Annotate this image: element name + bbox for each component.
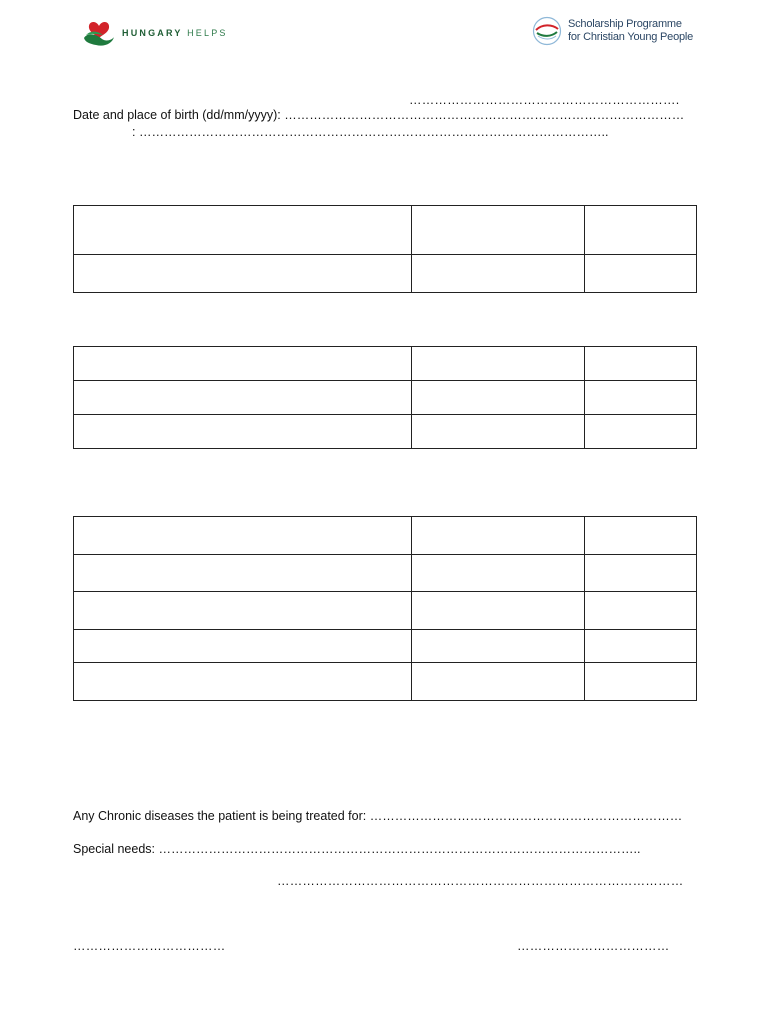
hungary-helps-logo bbox=[82, 18, 228, 48]
chronic-label: Any Chronic diseases the patient is being treated for: bbox=[73, 809, 367, 823]
chronic-field-row bbox=[73, 809, 696, 824]
table-cell[interactable] bbox=[585, 555, 697, 592]
heart-hands-icon bbox=[82, 18, 116, 48]
third-label: : bbox=[132, 125, 136, 139]
table-2 bbox=[73, 346, 697, 449]
table-cell[interactable] bbox=[412, 663, 585, 701]
table-cell[interactable] bbox=[74, 415, 412, 449]
chronic-fill-line[interactable]: ………………………………………………………………… bbox=[369, 809, 683, 823]
table-cell[interactable] bbox=[412, 415, 585, 449]
table-1 bbox=[73, 205, 697, 293]
table-cell[interactable] bbox=[74, 381, 412, 415]
birth-field-row bbox=[73, 108, 696, 123]
table-cell[interactable] bbox=[74, 630, 412, 663]
third-field-row bbox=[132, 125, 696, 140]
top-fill-line[interactable]: ………………………………………………………. bbox=[409, 93, 680, 107]
birth-fill-line[interactable]: …………………………………………………………………………………… bbox=[284, 108, 685, 122]
table-cell[interactable] bbox=[74, 663, 412, 701]
table-cell[interactable] bbox=[412, 206, 585, 255]
table-row bbox=[74, 347, 697, 381]
middle-fill-line[interactable]: …………………………………………………………………………………… bbox=[277, 874, 684, 888]
table-cell[interactable] bbox=[585, 347, 697, 381]
scholarship-globe-icon bbox=[532, 16, 562, 46]
table-row bbox=[74, 415, 697, 449]
birth-label: Date and place of birth (dd/mm/yyyy): bbox=[73, 108, 281, 122]
table-row bbox=[74, 592, 697, 630]
scholarship-programme-logo bbox=[532, 16, 693, 46]
special-needs-row bbox=[73, 842, 696, 857]
table-row bbox=[74, 555, 697, 592]
table-cell[interactable] bbox=[412, 555, 585, 592]
table-row bbox=[74, 517, 697, 555]
table-cell[interactable] bbox=[74, 347, 412, 381]
table-cell[interactable] bbox=[585, 415, 697, 449]
special-needs-fill-line[interactable]: …………………………………………………………………………………………………….. bbox=[158, 842, 641, 856]
brand-text: HUNGARY HELPS bbox=[122, 28, 228, 38]
table-cell[interactable] bbox=[412, 517, 585, 555]
table-row bbox=[74, 255, 697, 293]
table-cell[interactable] bbox=[585, 206, 697, 255]
table-cell[interactable] bbox=[585, 592, 697, 630]
table-row bbox=[74, 630, 697, 663]
table-cell[interactable] bbox=[412, 630, 585, 663]
table-cell[interactable] bbox=[412, 347, 585, 381]
table-cell[interactable] bbox=[412, 255, 585, 293]
table-cell[interactable] bbox=[585, 381, 697, 415]
signature-left-line[interactable]: ……………………………… bbox=[73, 939, 226, 953]
table-row bbox=[74, 206, 697, 255]
table-cell[interactable] bbox=[412, 592, 585, 630]
table-cell[interactable] bbox=[585, 255, 697, 293]
table-cell[interactable] bbox=[412, 381, 585, 415]
table-row bbox=[74, 381, 697, 415]
table-cell[interactable] bbox=[585, 663, 697, 701]
table-cell[interactable] bbox=[74, 592, 412, 630]
table-cell[interactable] bbox=[74, 206, 412, 255]
table-row bbox=[74, 663, 697, 701]
signature-right-line[interactable]: ……………………………… bbox=[517, 939, 670, 953]
programme-title: Scholarship Programme for Christian Young People bbox=[568, 18, 694, 43]
table-cell[interactable] bbox=[74, 255, 412, 293]
table-cell[interactable] bbox=[585, 630, 697, 663]
table-cell[interactable] bbox=[74, 517, 412, 555]
table-cell[interactable] bbox=[74, 555, 412, 592]
third-fill-line[interactable]: ………………………………………………………………………………………………….. bbox=[138, 125, 609, 139]
table-cell[interactable] bbox=[585, 517, 697, 555]
special-needs-label: Special needs: bbox=[73, 842, 156, 856]
table-3 bbox=[73, 516, 697, 701]
